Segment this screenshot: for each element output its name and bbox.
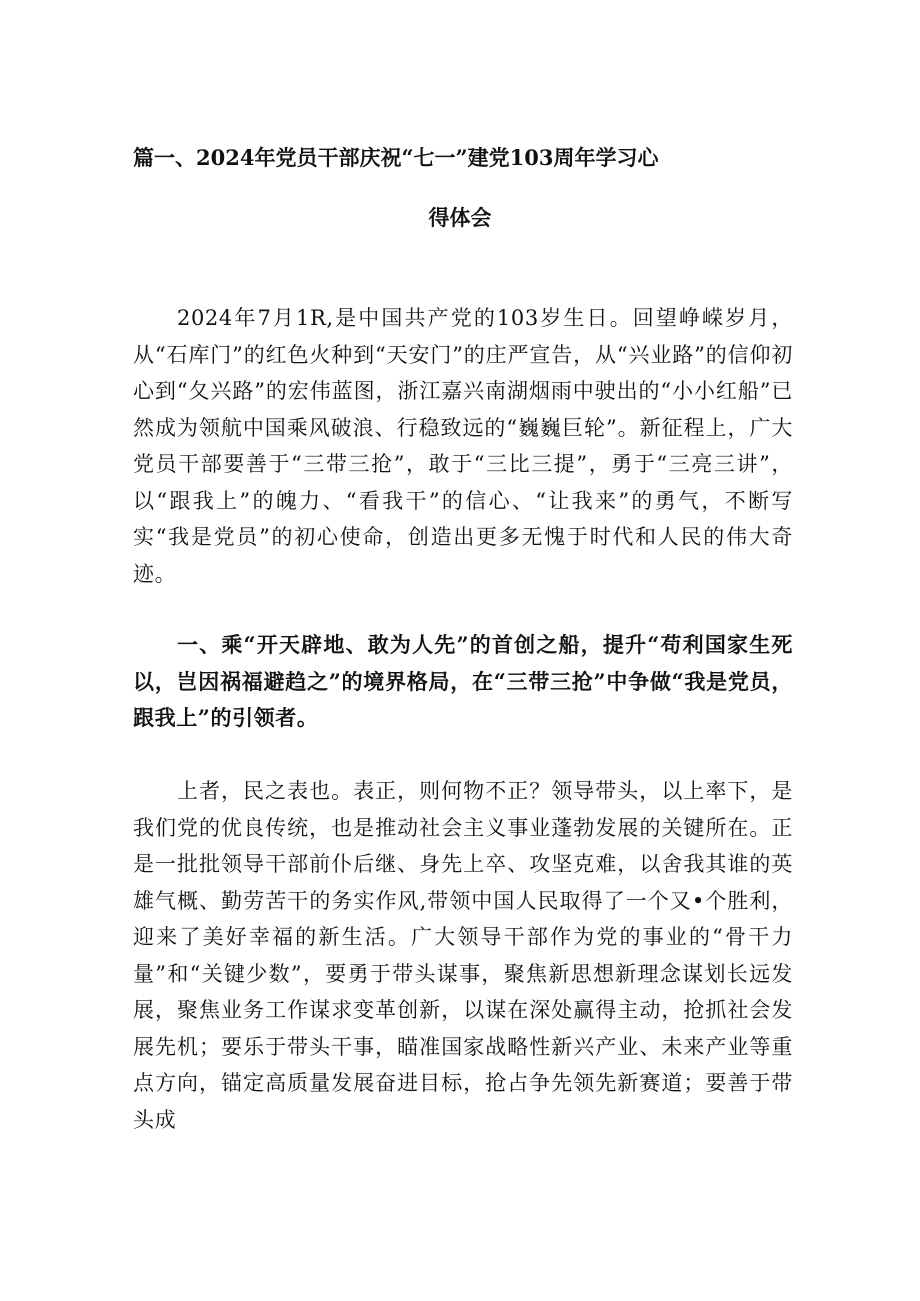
paragraph-intro [133,300,793,592]
paragraph-text: 上者，民之表也。表正，则何物不正？领导带头，以上率下，是我们党的优良传统，也是推动社会主义事业蓬勃发展的关键所在。正是一批批领导干部前仆后继、身先上卒、攻坚克难，以舍我其谁的英雄气概、勤劳苦干的务实作风,带领中国人民取得了一个又•个胜利，迎来了美好幸福的新生活。广大领导干部作为党的事业的“骨干力量”和“关键少数”，要勇于带头谋事，聚焦新思想新理念谋划长远发展，聚焦业务工作谋求变革创新，以谋在深处赢得主动，抢抓社会发展先机；要乐于带头干事，瞄准国家战略性新兴产业、未来产业等重点方向，锚定高质量发展奋进目标，抢占争先领先新赛道；要善于带头成 [133,779,793,1132]
paragraph-body [133,773,793,1138]
document-title-line-2: 得体会 [428,205,492,230]
section-heading-1 [133,627,793,737]
section-heading-text: 一、乘“开天辟地、敢为人先”的首创之船，提升“苟利国家生死以，岂因祸福避趋之”的境界格局，在“三带三抢”中争做“我是党员，跟我上”的引领者。 [133,632,793,730]
document-title-line-1: 篇一、2024年党员干部庆祝“七一”建党103周年学习心 [133,145,659,170]
paragraph-text: 2024年7月1R,是中国共产党的103岁生日。回望峥嵘岁月，从“石库门”的红色火种到“天安门”的庄严宣告，从“兴业路”的信仰初心到“夂兴路”的宏伟蓝图，浙江嘉兴南湖烟雨中驶出的“小小红船”已然成为领航中国乘风破浪、行稳致远的“巍巍巨轮”。新征程上，广大党员干部要善于“三带三抢”，敢于“三比三提”，勇于“三亮三讲”，以“跟我上”的魄力、“看我干”的信心、“让我来”的勇气，不断写实“我是党员”的初心使命，创造出更多无愧于时代和人民的伟大奇迹。 [133,306,793,586]
